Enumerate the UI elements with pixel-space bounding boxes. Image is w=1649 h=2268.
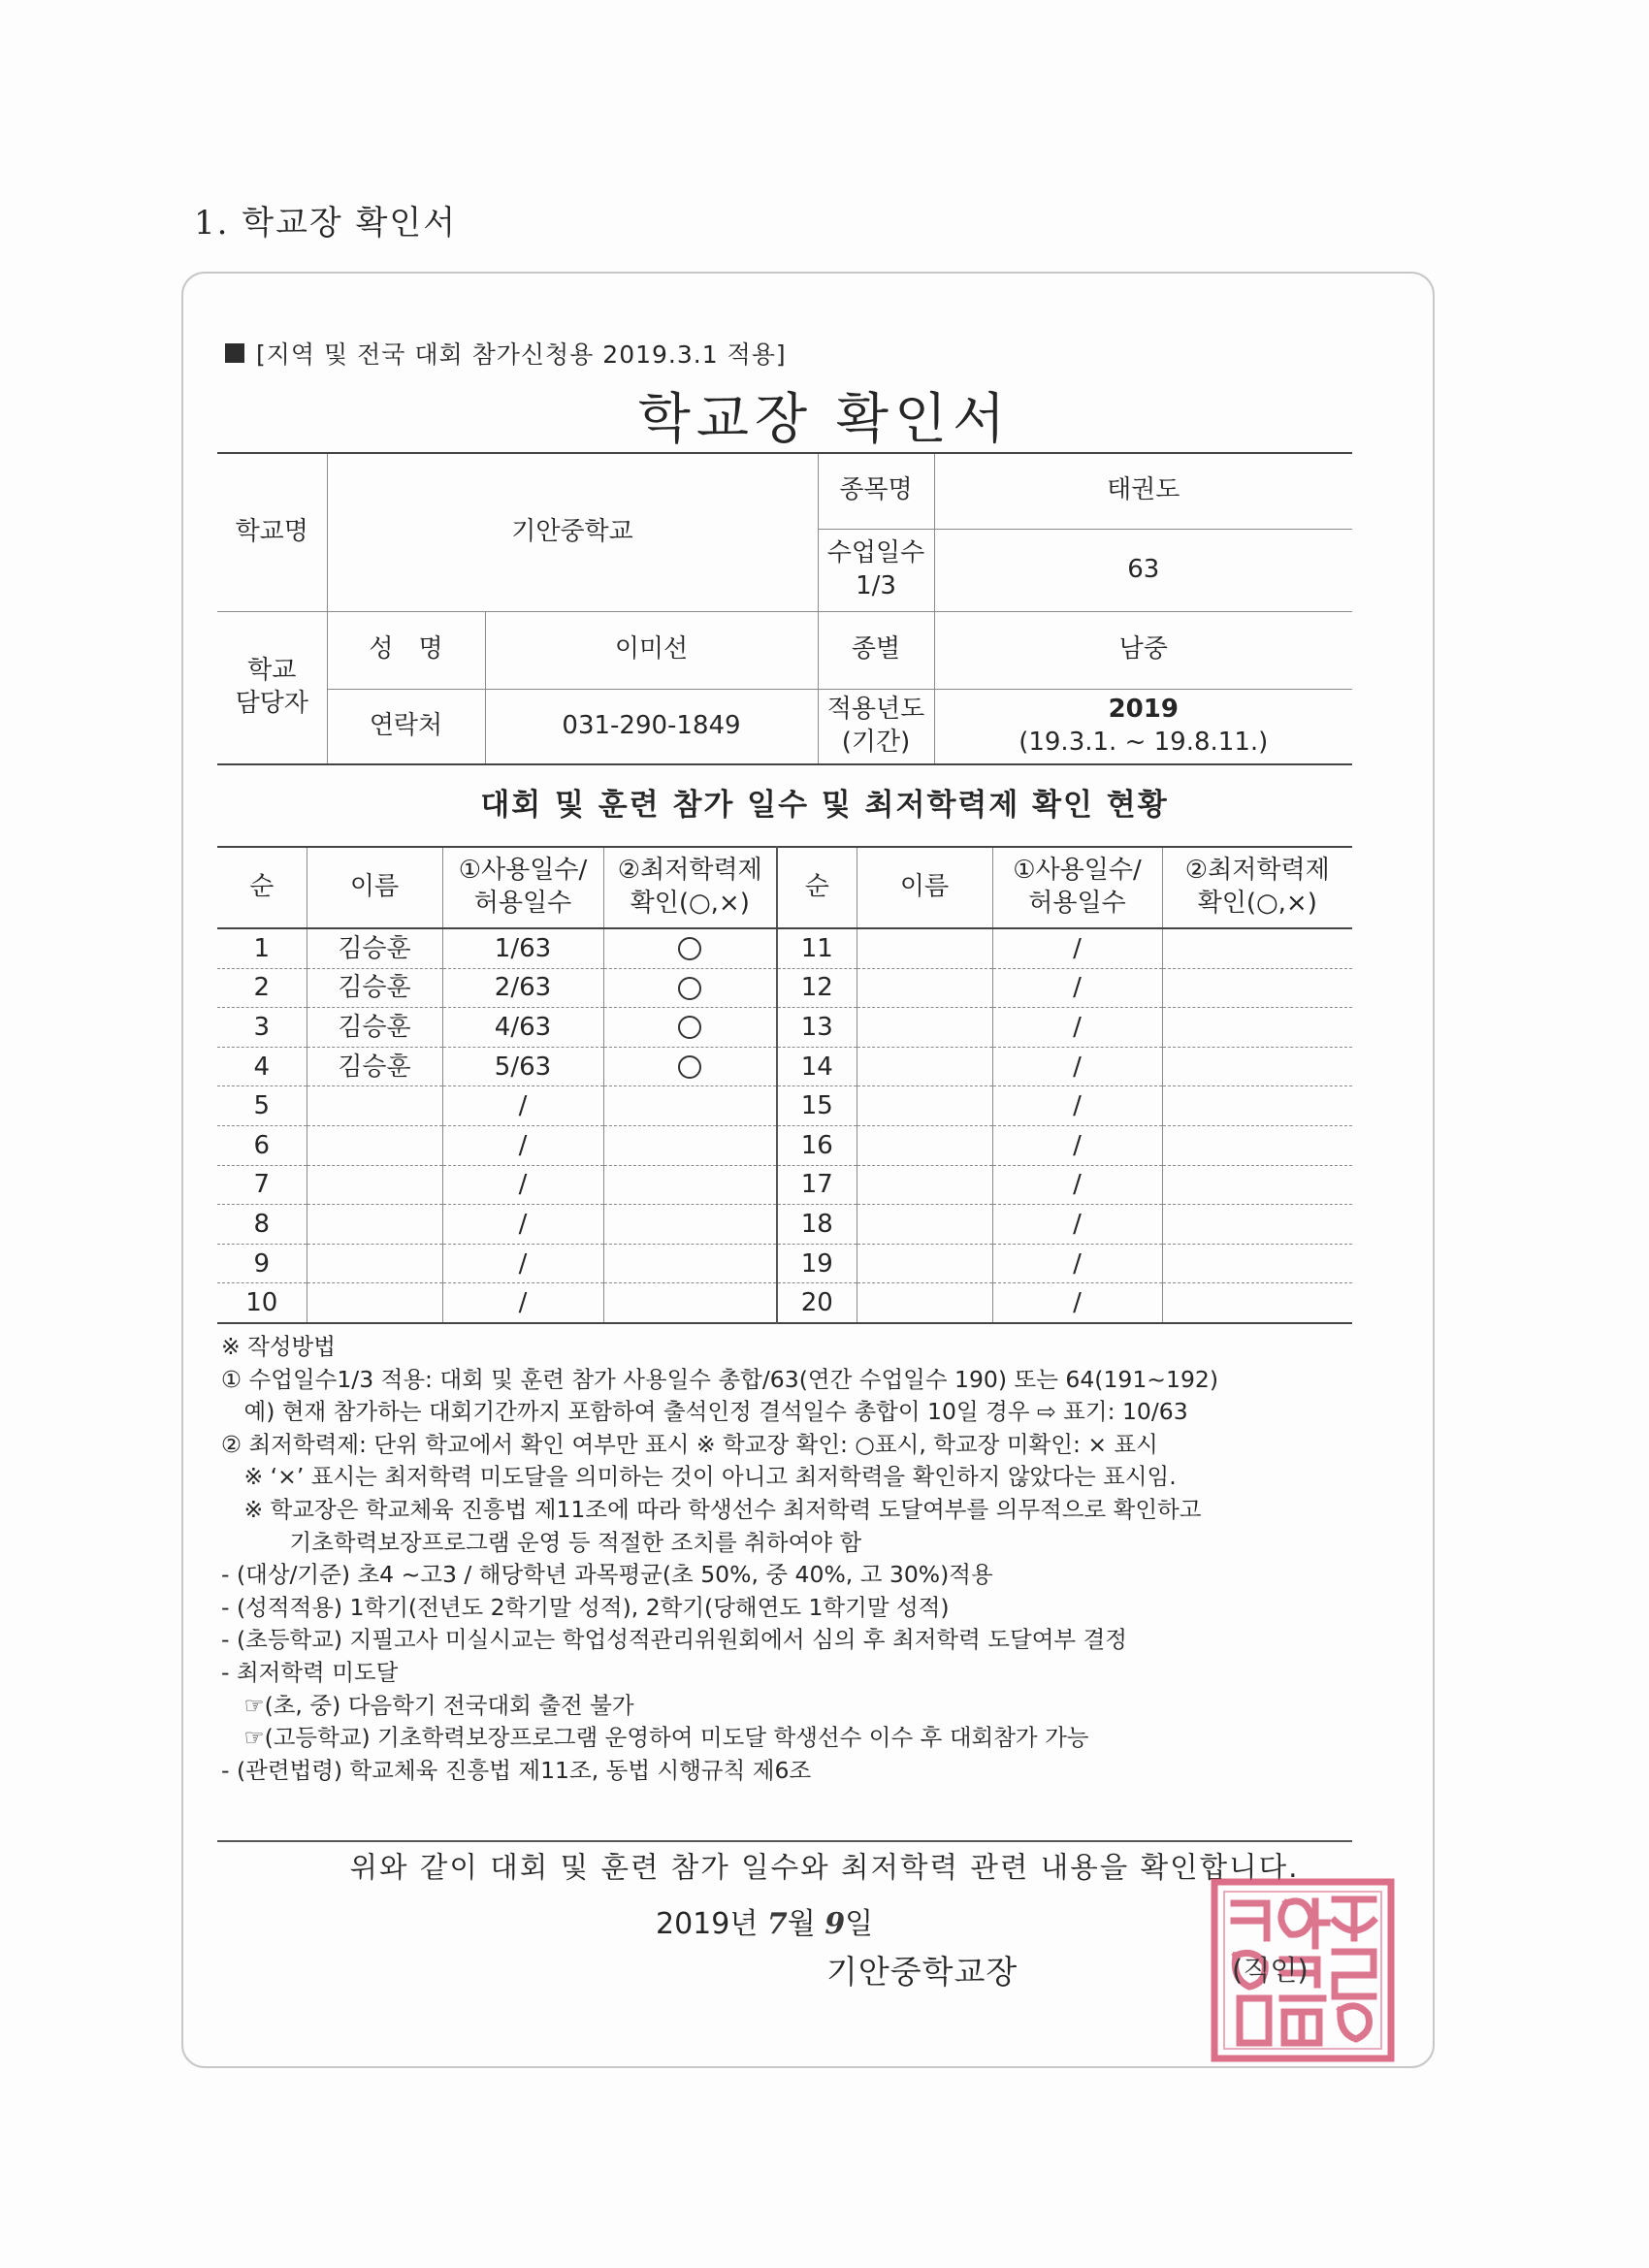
row-days: /	[992, 1008, 1162, 1048]
col-check-line1: ②최저학력제	[617, 856, 762, 886]
gender-label: 종별	[818, 611, 934, 689]
row-check	[1162, 928, 1352, 968]
table-row	[217, 1008, 1352, 1048]
row-number: 13	[777, 1008, 857, 1048]
row-number: 11	[777, 928, 857, 968]
col-used-line1: ①사용일수/	[458, 856, 588, 886]
row-number: 7	[217, 1165, 307, 1205]
note-line: ☞(고등학교) 기초학력보장프로그램 운영하여 미도달 학생선수 이수 후 대회참가 가능	[221, 1724, 1089, 1752]
row-days: /	[992, 1086, 1162, 1126]
col-used-line1-right: ①사용일수/	[1013, 856, 1142, 886]
row-number: 2	[217, 968, 307, 1008]
note-line: - (초등학교) 지필고사 미실시교는 학업성적관리위원회에서 심의 후 최저학력 도달여부 결정	[221, 1626, 1127, 1654]
note-line: 예) 현재 참가하는 대회기간까지 포함하여 출석인정 결석일수 총합이 10일 경우 ⇨ 표기: 10/63	[221, 1398, 1188, 1426]
manager-name: 이미선	[485, 611, 818, 689]
col-check-line2-right: 확인(○,×)	[1197, 889, 1317, 918]
row-name	[307, 1086, 442, 1126]
row-check	[603, 1283, 777, 1323]
year-period: (19.3.1. ~ 19.8.11.)	[1018, 727, 1269, 757]
row-days: /	[992, 1283, 1162, 1323]
table-row	[217, 1244, 1352, 1283]
row-number: 8	[217, 1205, 307, 1245]
date-month: 7	[766, 1907, 788, 1941]
school-label: 학교명	[217, 453, 327, 611]
row-number: 12	[777, 968, 857, 1008]
row-days: /	[442, 1283, 603, 1323]
row-check	[603, 968, 777, 1008]
manager-label	[217, 611, 327, 764]
col-name-right: 이름	[857, 847, 992, 928]
form-tag-text: [지역 및 전국 대회 참가신청용 2019.3.1 적용]	[256, 340, 787, 369]
row-days: 2/63	[442, 968, 603, 1008]
col-check-line1-right: ②최저학력제	[1184, 856, 1330, 886]
col-name: 이름	[307, 847, 442, 928]
row-check	[1162, 1008, 1352, 1048]
row-check	[1162, 1205, 1352, 1245]
year-label	[818, 689, 934, 764]
square-bullet-icon	[225, 343, 244, 363]
note-line: ※ 작성방법	[221, 1333, 336, 1360]
row-name	[857, 1283, 992, 1323]
divider	[217, 1840, 1352, 1842]
row-number: 9	[217, 1244, 307, 1283]
row-name	[857, 1125, 992, 1165]
manager-label-line1: 학교	[247, 655, 297, 685]
row-number: 18	[777, 1205, 857, 1245]
table-row	[217, 1205, 1352, 1245]
year-label-line2: (기간)	[841, 727, 911, 757]
sport-label: 종목명	[818, 453, 934, 529]
row-check	[603, 1205, 777, 1245]
row-number: 17	[777, 1165, 857, 1205]
year-number: 2019	[1108, 694, 1179, 724]
row-name	[307, 1125, 442, 1165]
row-name	[307, 1244, 442, 1283]
date-day: 9	[824, 1907, 846, 1941]
contact-value: 031-290-1849	[485, 689, 818, 764]
row-days: /	[992, 1165, 1162, 1205]
row-days: 5/63	[442, 1047, 603, 1086]
row-days: /	[992, 928, 1162, 968]
row-days: /	[442, 1205, 603, 1245]
row-check	[603, 1086, 777, 1126]
info-table	[217, 452, 1352, 765]
row-number: 16	[777, 1125, 857, 1165]
seal-label: (직인)	[1232, 1954, 1309, 1987]
sport-value: 태권도	[934, 453, 1352, 529]
table-row	[217, 1047, 1352, 1086]
row-days: /	[992, 1047, 1162, 1086]
days-label-line1: 수업일수	[826, 537, 925, 567]
row-days: /	[442, 1244, 603, 1283]
row-number: 19	[777, 1244, 857, 1283]
principal-name: 기안중학교장	[826, 1953, 1018, 1991]
row-name	[857, 1205, 992, 1245]
row-days: /	[442, 1086, 603, 1126]
row-check	[1162, 1244, 1352, 1283]
row-check	[1162, 1086, 1352, 1126]
row-check	[1162, 1125, 1352, 1165]
days-value: 63	[934, 529, 1352, 611]
row-check	[603, 1047, 777, 1086]
col-used-days-right	[992, 847, 1162, 928]
row-number: 10	[217, 1283, 307, 1323]
note-line: 기초학력보장프로그램 운영 등 적절한 조치를 취하여야 함	[221, 1528, 862, 1556]
name-label: 성 명	[327, 611, 485, 689]
col-used-line2: 허용일수	[473, 889, 572, 918]
row-name	[307, 1205, 442, 1245]
table-row	[217, 1165, 1352, 1205]
manager-label-line2: 담당자	[235, 688, 308, 718]
table-row	[217, 968, 1352, 1008]
row-name	[857, 928, 992, 968]
row-number: 3	[217, 1008, 307, 1048]
row-check	[1162, 968, 1352, 1008]
col-no-right: 순	[777, 847, 857, 928]
table-row	[217, 1283, 1352, 1323]
row-number: 1	[217, 928, 307, 968]
participation-table	[217, 846, 1352, 1324]
row-number: 14	[777, 1047, 857, 1086]
form-tag	[225, 336, 787, 371]
days-label-line2: 1/3	[856, 570, 896, 600]
year-value	[934, 689, 1352, 764]
row-days: /	[442, 1125, 603, 1165]
row-days: /	[992, 968, 1162, 1008]
section-heading: 1. 학교장 확인서	[194, 204, 458, 243]
row-number: 15	[777, 1086, 857, 1126]
circle-check-icon	[678, 937, 701, 960]
row-name	[307, 1283, 442, 1323]
row-name: 김승훈	[307, 1047, 442, 1086]
col-check-line2: 확인(○,×)	[630, 889, 750, 918]
row-number: 20	[777, 1283, 857, 1323]
table-row	[217, 1086, 1352, 1126]
col-used-days	[442, 847, 603, 928]
note-line: ① 수업일수1/3 적용: 대회 및 훈련 참가 사용일수 총합/63(연간 수업일수 190) 또는 64(191~192)	[221, 1365, 1219, 1393]
date-day-unit: 일	[845, 1907, 874, 1941]
row-name	[857, 968, 992, 1008]
note-line: - (대상/기준) 초4 ~고3 / 해당학년 과목평균(초 50%, 중 40%, 고 30%)적용	[221, 1561, 993, 1589]
note-line: - 최저학력 미도달	[221, 1658, 399, 1686]
row-name: 김승훈	[307, 1008, 442, 1048]
row-name: 김승훈	[307, 968, 442, 1008]
days-label	[818, 529, 934, 611]
circle-check-icon	[678, 1016, 701, 1039]
gender-value: 남중	[934, 611, 1352, 689]
row-check	[603, 928, 777, 968]
date-month-unit: 월	[787, 1907, 825, 1941]
row-check	[1162, 1165, 1352, 1205]
row-days: /	[442, 1165, 603, 1205]
row-number: 5	[217, 1086, 307, 1126]
row-check	[603, 1008, 777, 1048]
row-days: /	[992, 1244, 1162, 1283]
row-number: 6	[217, 1125, 307, 1165]
note-line: ☞(초, 중) 다음학기 전국대회 출전 불가	[221, 1691, 634, 1719]
note-line: - (관련법령) 학교체육 진흥법 제11조, 동법 시행규칙 제6조	[221, 1756, 812, 1784]
row-days: 4/63	[442, 1008, 603, 1048]
contact-label: 연락처	[327, 689, 485, 764]
row-name	[857, 1047, 992, 1086]
instructions	[221, 1331, 1346, 1787]
row-check	[1162, 1047, 1352, 1086]
col-check-right	[1162, 847, 1352, 928]
row-name: 김승훈	[307, 928, 442, 968]
note-line: ※ 학교장은 학교체육 진흥법 제11조에 따라 학생선수 최저학력 도달여부를 의무적으로 확인하고	[221, 1495, 1202, 1523]
date-year: 2019년	[656, 1907, 767, 1941]
row-check	[1162, 1283, 1352, 1323]
circle-check-icon	[678, 977, 701, 1000]
school-name: 기안중학교	[327, 453, 818, 611]
table-row	[217, 1125, 1352, 1165]
note-line: ※ ‘×’ 표시는 최저학력 미도달을 의미하는 것이 아니고 최저학력을 확인하지 않았다는 표시임.	[221, 1463, 1177, 1491]
row-name	[857, 1244, 992, 1283]
year-label-line1: 적용년도	[826, 694, 925, 724]
table-row	[217, 928, 1352, 968]
note-line: - (성적적용) 1학기(전년도 2학기말 성적), 2학기(당해연도 1학기말 성적)	[221, 1593, 950, 1621]
note-line: ② 최저학력제: 단위 학교에서 확인 여부만 표시 ※ 학교장 확인: ○표시, 학교장 미확인: × 표시	[221, 1430, 1158, 1458]
circle-check-icon	[678, 1055, 701, 1079]
table-header-row	[217, 847, 1352, 928]
issue-date	[656, 1899, 873, 1942]
status-section-title: 대회 및 훈련 참가 일수 및 최저학력제 확인 현황	[480, 788, 1169, 823]
row-name	[857, 1008, 992, 1048]
row-name	[307, 1165, 442, 1205]
row-days: /	[992, 1125, 1162, 1165]
confirmation-text: 위와 같이 대회 및 훈련 참가 일수와 최저학력 관련 내용을 확인합니다.	[349, 1851, 1300, 1884]
row-name	[857, 1165, 992, 1205]
row-days: 1/63	[442, 928, 603, 968]
row-number: 4	[217, 1047, 307, 1086]
col-no: 순	[217, 847, 307, 928]
row-check	[603, 1165, 777, 1205]
document-title: 학교장 확인서	[637, 388, 1012, 451]
col-used-line2-right: 허용일수	[1028, 889, 1126, 918]
row-check	[603, 1244, 777, 1283]
col-check	[603, 847, 777, 928]
row-check	[603, 1125, 777, 1165]
row-days: /	[992, 1205, 1162, 1245]
row-name	[857, 1086, 992, 1126]
